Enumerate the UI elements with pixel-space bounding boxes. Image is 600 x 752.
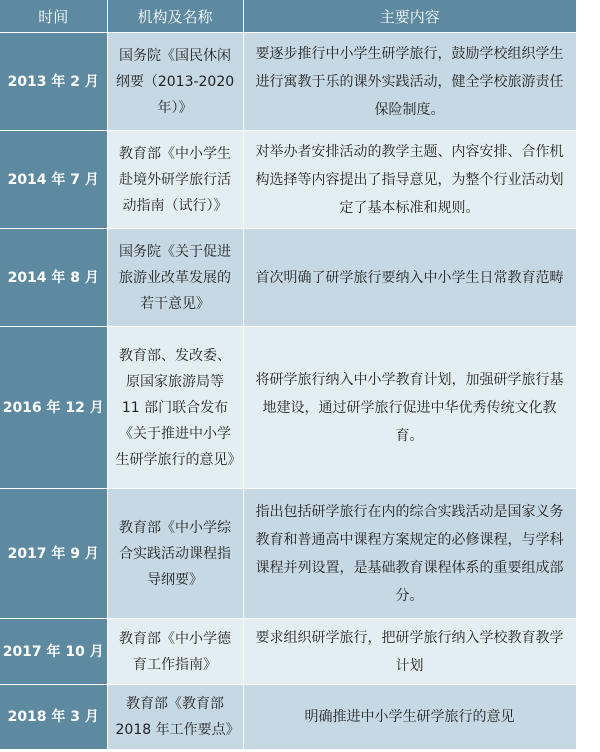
row-date: 2014 年 7 月 [0,131,107,229]
row-content: 要逐步推行中小学生研学旅行，鼓励学校组织学生进行寓教于乐的课外实践活动，健全学校旅游责任保险制度。 [243,33,576,131]
table-row [0,619,576,685]
table-row [0,489,576,619]
row-date: 2017 年 9 月 [0,489,107,619]
row-date: 2014 年 8 月 [0,229,107,327]
row-content: 明确推进中小学生研学旅行的意见 [243,685,576,749]
row-org: 教育部《中小学综合实践活动课程指导纲要》 [107,489,243,619]
row-content: 将研学旅行纳入中小学教育计划，加强研学旅行基地建设，通过研学旅行促进中华优秀传统文化教育。 [243,327,576,489]
row-content: 要求组织研学旅行，把研学旅行纳入学校教育教学计划 [243,619,576,685]
row-date: 2018 年 3 月 [0,685,107,749]
row-org: 国务院《国民休闲纲要（2013-2020年）》 [107,33,243,131]
table-row [0,327,576,489]
row-date: 2013 年 2 月 [0,33,107,131]
header-content: 主要内容 [243,0,576,33]
row-content: 首次明确了研学旅行要纳入中小学生日常教育范畴 [243,229,576,327]
row-org: 教育部、发改委、原国家旅游局等 11 部门联合发布《关于推进中小学生研学旅行的意见》 [107,327,243,489]
table-row [0,33,576,131]
header-time: 时间 [0,0,107,33]
table-row [0,685,576,749]
row-org: 教育部《中小学生赴境外研学旅行活动指南（试行）》 [107,131,243,229]
row-date: 2016 年 12 月 [0,327,107,489]
table-header-row [0,0,576,33]
header-org: 机构及名称 [107,0,243,33]
row-content: 指出包括研学旅行在内的综合实践活动是国家义务教育和普通高中课程方案规定的必修课程，与学科课程并列设置，是基础教育课程体系的重要组成部分。 [243,489,576,619]
table-row [0,229,576,327]
row-org: 教育部《教育部 2018 年工作要点》 [107,685,243,749]
row-content: 对举办者安排活动的教学主题、内容安排、合作机构选择等内容提出了指导意见，为整个行业活动划定了基本标准和规则。 [243,131,576,229]
table-row [0,131,576,229]
row-org: 国务院《关于促进旅游业改革发展的若干意见》 [107,229,243,327]
row-date: 2017 年 10 月 [0,619,107,685]
row-org: 教育部《中小学德育工作指南》 [107,619,243,685]
